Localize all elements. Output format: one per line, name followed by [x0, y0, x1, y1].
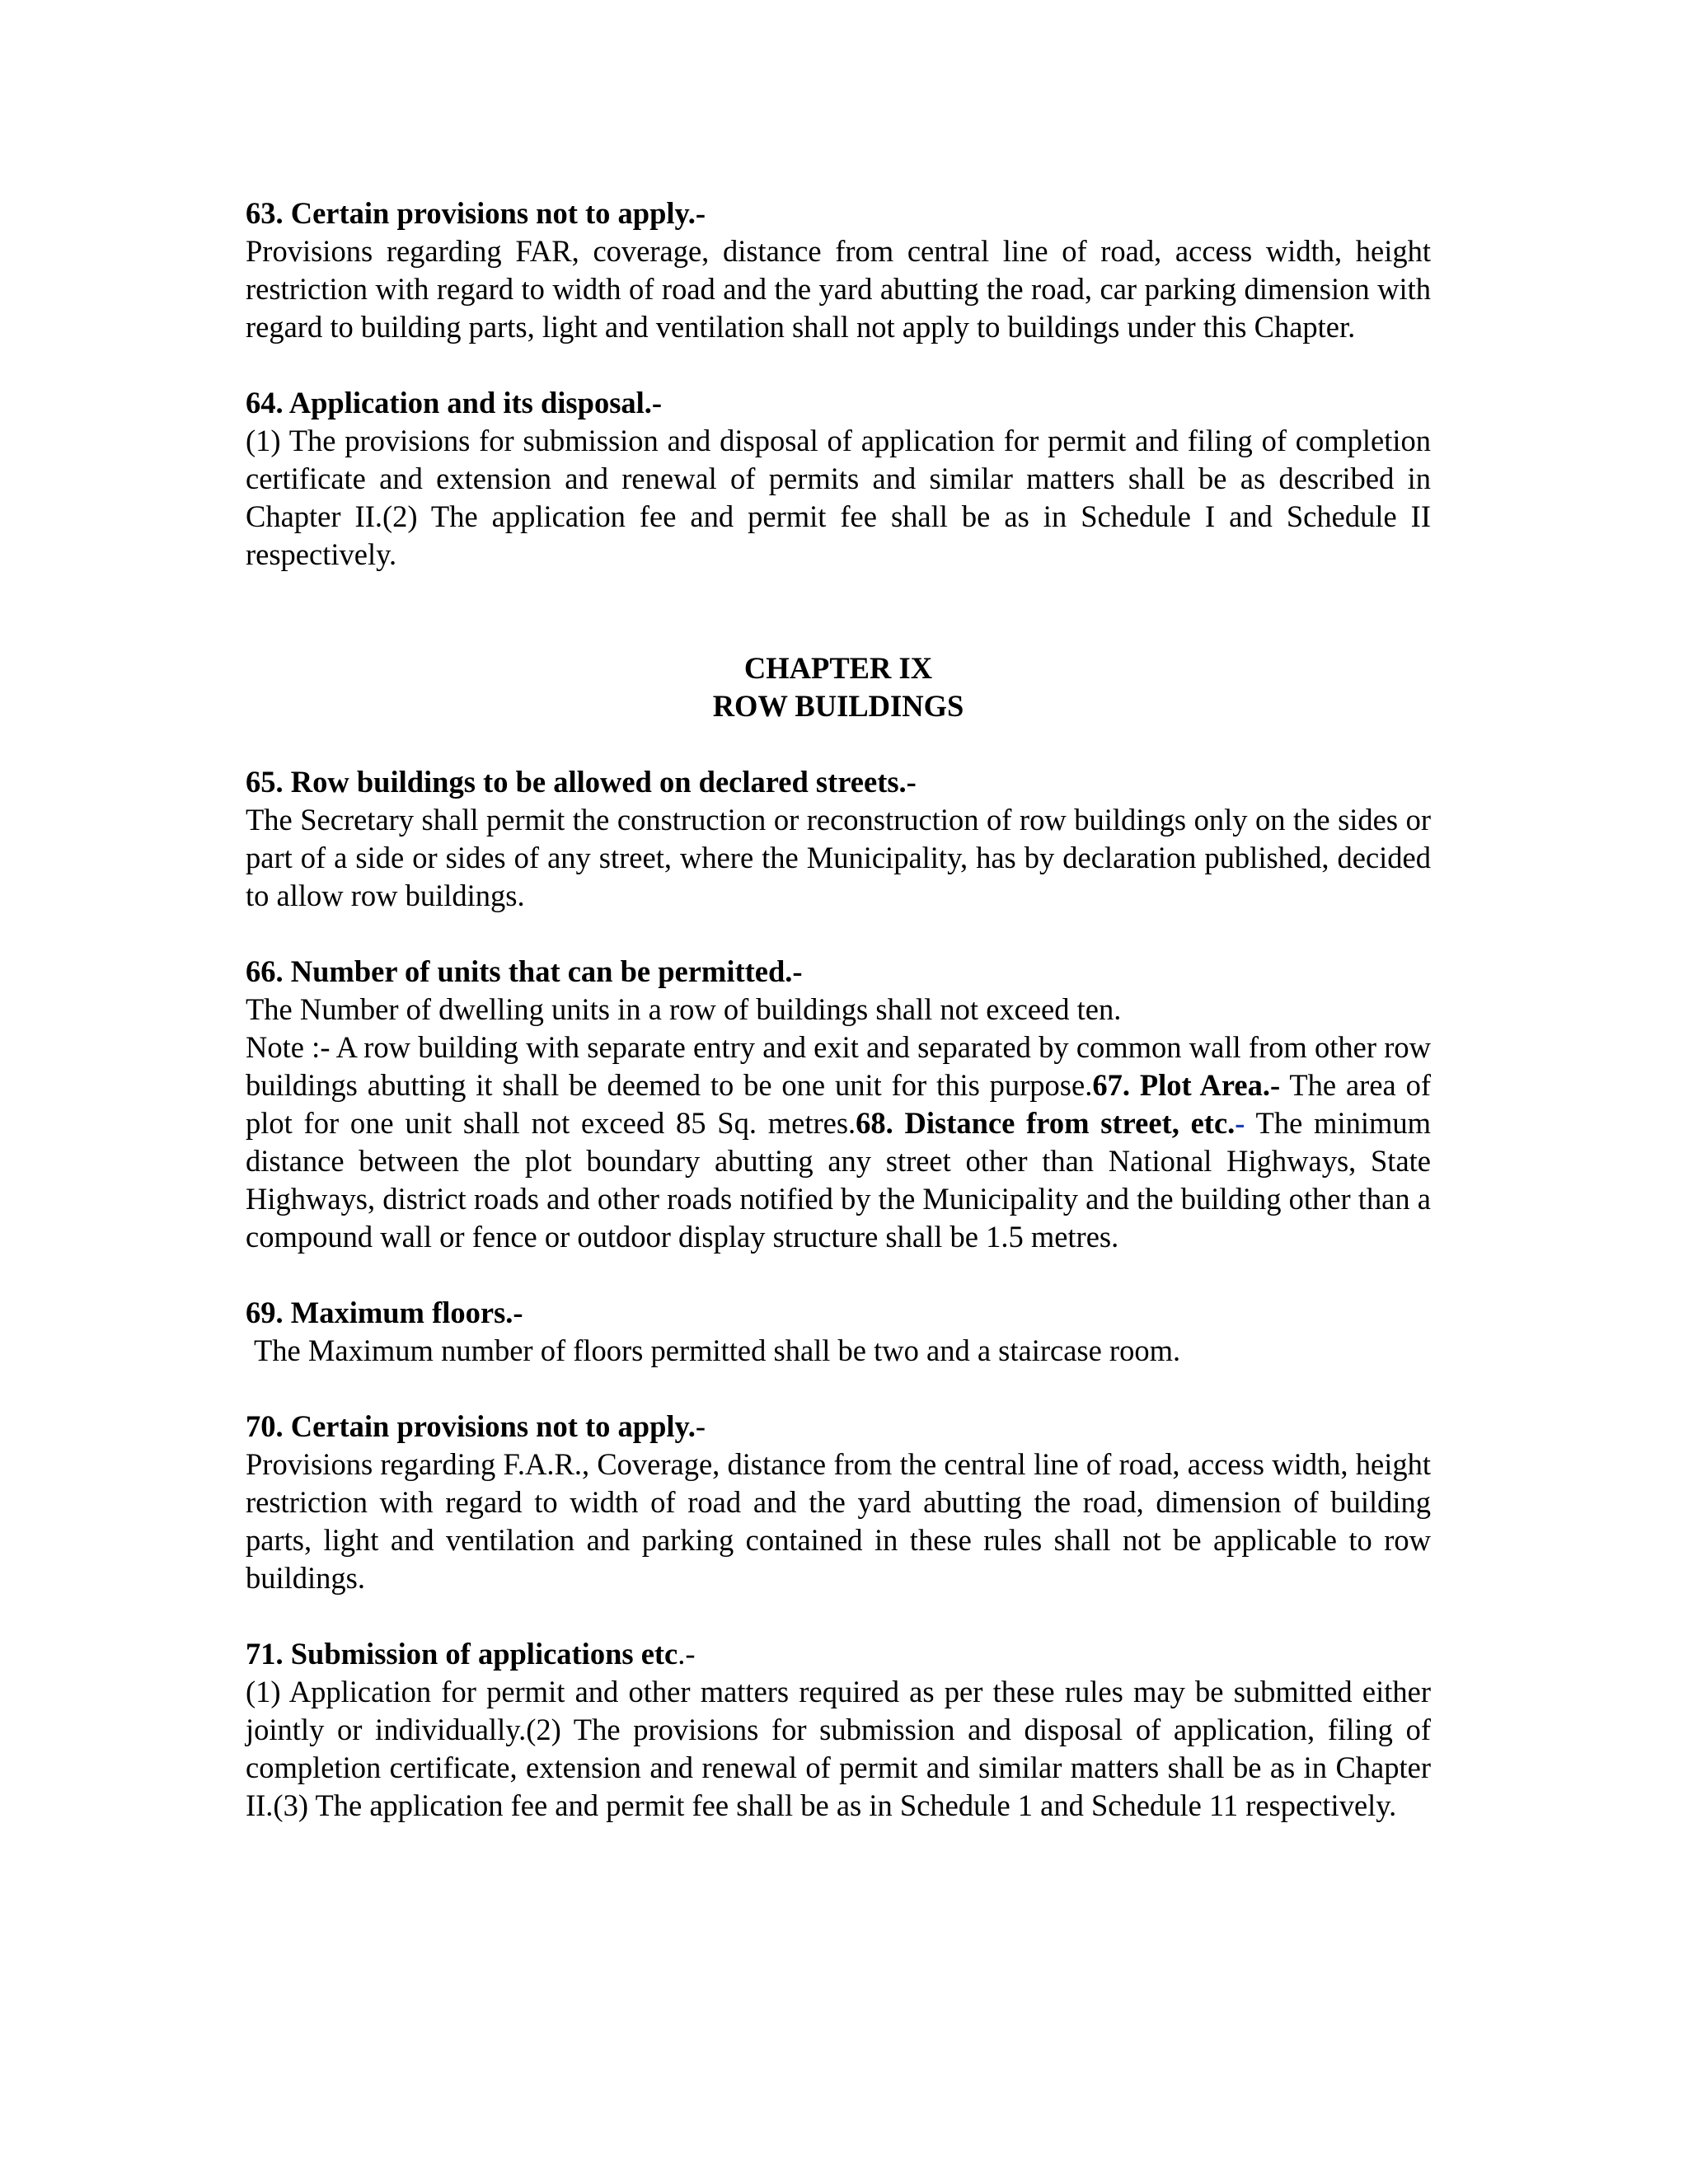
chapter-heading — [246, 649, 1431, 725]
section-68-heading: 68. Distance from street, etc. — [856, 1106, 1236, 1140]
section-63-heading: 63. Certain provisions not to apply.- — [246, 196, 706, 230]
section-68-dash: - — [1235, 1106, 1245, 1140]
section-71-heading-line — [246, 1635, 1431, 1673]
section-63-body: Provisions regarding FAR, coverage, distance from central line of road, access width, height restriction with regard to width of road and the yard abutting the road, car parking dimension with regard to building parts, light and ventilation shall not apply to buildings under this Chapter. — [246, 234, 1431, 344]
section-71-body: (1) Application for permit and other matters required as per these rules may be submitted either jointly or individually.(2) The provisions for submission and disposal of application, filing of completion certificate, extension and renewal of permit and similar matters shall be as in Chapter II.(3) The application fee and permit fee shall be as in Schedule 1 and Schedule 11 respectively. — [246, 1675, 1431, 1822]
section-65 — [246, 763, 1431, 915]
section-67-heading: 67. Plot Area.- — [1092, 1068, 1281, 1102]
section-71 — [246, 1635, 1431, 1825]
section-66 — [246, 953, 1431, 1256]
section-69 — [246, 1294, 1431, 1370]
section-70 — [246, 1408, 1431, 1597]
chapter-title: ROW BUILDINGS — [712, 689, 964, 723]
section-67-body: The area of plot for one unit shall not exceed 85 Sq. metres. — [246, 1068, 1431, 1140]
section-66-heading: 66. Number of units that can be permitted.- — [246, 954, 803, 988]
section-69-body: The Maximum number of floors permitted shall be two and a staircase room. — [254, 1333, 1181, 1367]
section-70-heading: 70. Certain provisions not to apply. — [246, 1409, 696, 1443]
section-64 — [246, 384, 1431, 574]
section-71-heading: 71. Submission of applications etc — [246, 1637, 678, 1671]
section-64-heading: 64. Application and its disposal.- — [246, 386, 663, 419]
section-65-body: The Secretary shall permit the construction or reconstruction of row buildings only on the sides or part of a side or sides of any street, where the Municipality, has by declaration published, decided to allow row buildings. — [246, 803, 1431, 912]
section-66-note: Note :- A row building with separate entry and exit and separated by common wall from other row buildings abutting it shall be deemed to be one unit for this purpose. — [246, 1030, 1431, 1102]
section-68-body: The minimum distance between the plot boundary abutting any street other than National Highways, State Highways, district roads and other roads notified by the Municipality and the building other than a compound wall or fence or outdoor display structure shall be 1.5 metres. — [246, 1106, 1432, 1254]
section-70-heading-tail: - — [695, 1409, 706, 1443]
section-63 — [246, 194, 1431, 346]
section-66-body: The Number of dwelling units in a row of buildings shall not exceed ten. — [246, 992, 1122, 1026]
section-69-heading: 69. Maximum floors.- — [246, 1296, 523, 1329]
section-64-body: (1) The provisions for submission and disposal of application for permit and filing of completion certificate and extension and renewal of permits and similar matters shall be as described in Chapter II.(2) The application fee and permit fee shall be as in Schedule I and Schedule II respectively. — [246, 424, 1431, 571]
section-65-heading: 65. Row buildings to be allowed on declared streets.- — [246, 765, 917, 799]
chapter-number: CHAPTER IX — [743, 651, 933, 685]
section-70-body: Provisions regarding F.A.R., Coverage, distance from the central line of road, access width, height restriction with regard to width of road and the yard abutting the road, dimension of building parts, light and ventilation and parking contained in these rules shall not be applicable to row buildings. — [246, 1447, 1431, 1595]
section-66-note-paragraph — [246, 1029, 1431, 1256]
document-page — [246, 194, 1431, 1863]
section-71-heading-tail: .- — [678, 1637, 696, 1671]
section-70-heading-line — [246, 1408, 1431, 1446]
